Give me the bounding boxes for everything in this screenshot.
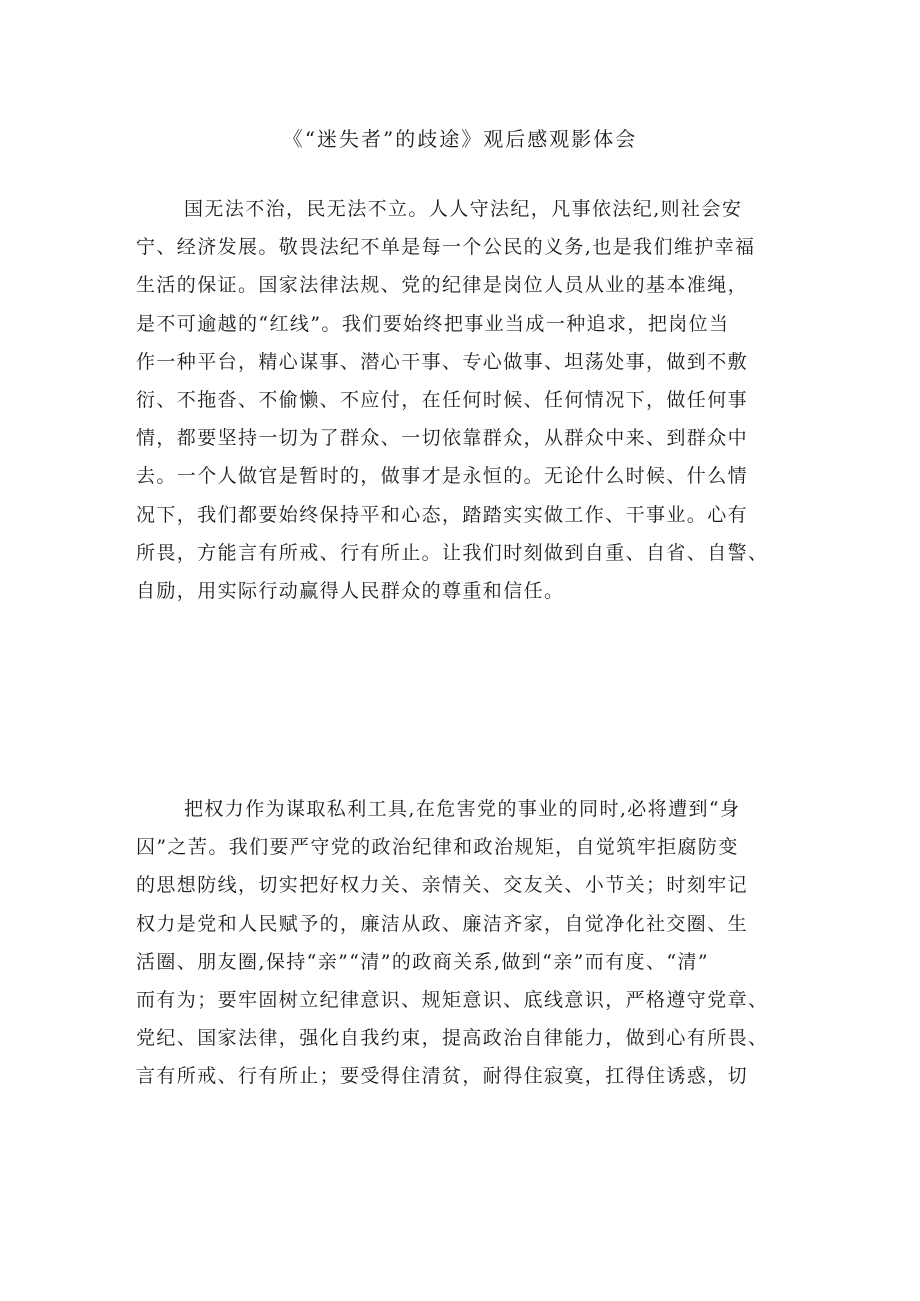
paragraph-line: 况下，我们都要始终保持平和心态，踏踏实实做工作、干事业。心有 — [136, 503, 749, 526]
paragraph-line: 活圈、朋友圈,保持“亲”“清”的政商关系,做到“亲”而有度、“清” — [136, 950, 709, 973]
paragraph-line: 把权力作为谋取私利工具,在危害党的事业的同时,必将遭到“身 — [184, 798, 741, 820]
document-title: 《“迷失者”的歧途》观后感观影体会 — [282, 127, 638, 151]
paragraph-line: 言有所戒、行有所止；要受得住清贫，耐得住寂寞，扛得住诱惑，切 — [136, 1065, 749, 1088]
paragraph-line: 衍、不拖沓、不偷懒、不应付，在任何时候、任何情况下，做任何事 — [136, 389, 749, 412]
paragraph-line: 囚”之苦。我们要严守党的政治纪律和政治规矩，自觉筑牢拒腐防变 — [136, 836, 739, 859]
paragraph-line: 党纪、国家法律，强化自我约束，提高政治自律能力，做到心有所畏、 — [136, 1027, 769, 1050]
paragraph-line: 是不可逾越的“红线”。我们要始终把事业当成一种追求，把岗位当 — [136, 312, 730, 335]
paragraph-line: 去。一个人做官是暂时的，做事才是永恒的。无论什么时候、什么情 — [136, 465, 749, 488]
paragraph-1 — [136, 190, 806, 610]
paragraph-2 — [136, 790, 806, 1096]
paragraph-line: 宁、经济发展。敬畏法纪不单是每一个公民的义务,也是我们维护幸福 — [136, 236, 756, 259]
paragraph-line: 国无法不治，民无法不立。人人守法纪，凡事依法纪,则社会安 — [184, 198, 743, 220]
paragraph-line: 所畏，方能言有所戒、行有所止。让我们时刻做到自重、自省、自警、 — [136, 541, 769, 564]
paragraph-line: 情，都要坚持一切为了群众、一切依靠群众，从群众中来、到群众中 — [136, 427, 749, 450]
paragraph-line: 作一种平台，精心谋事、潜心干事、专心做事、坦荡处事，做到不敷 — [136, 350, 749, 373]
paragraph-line: 的思想防线，切实把好权力关、亲情关、交友关、小节关；时刻牢记 — [136, 874, 749, 897]
paragraph-line: 自励，用实际行动赢得人民群众的尊重和信任。 — [136, 580, 565, 603]
paragraph-line: 而有为；要牢固树立纪律意识、规矩意识、底线意识，严格遵守党章、 — [136, 989, 769, 1012]
paragraph-line: 生活的保证。国家法律法规、党的纪律是岗位人员从业的基本准绳， — [136, 274, 749, 297]
paragraph-line: 权力是党和人民赋予的，廉洁从政、廉洁齐家，自觉净化社交圈、生 — [136, 912, 749, 935]
